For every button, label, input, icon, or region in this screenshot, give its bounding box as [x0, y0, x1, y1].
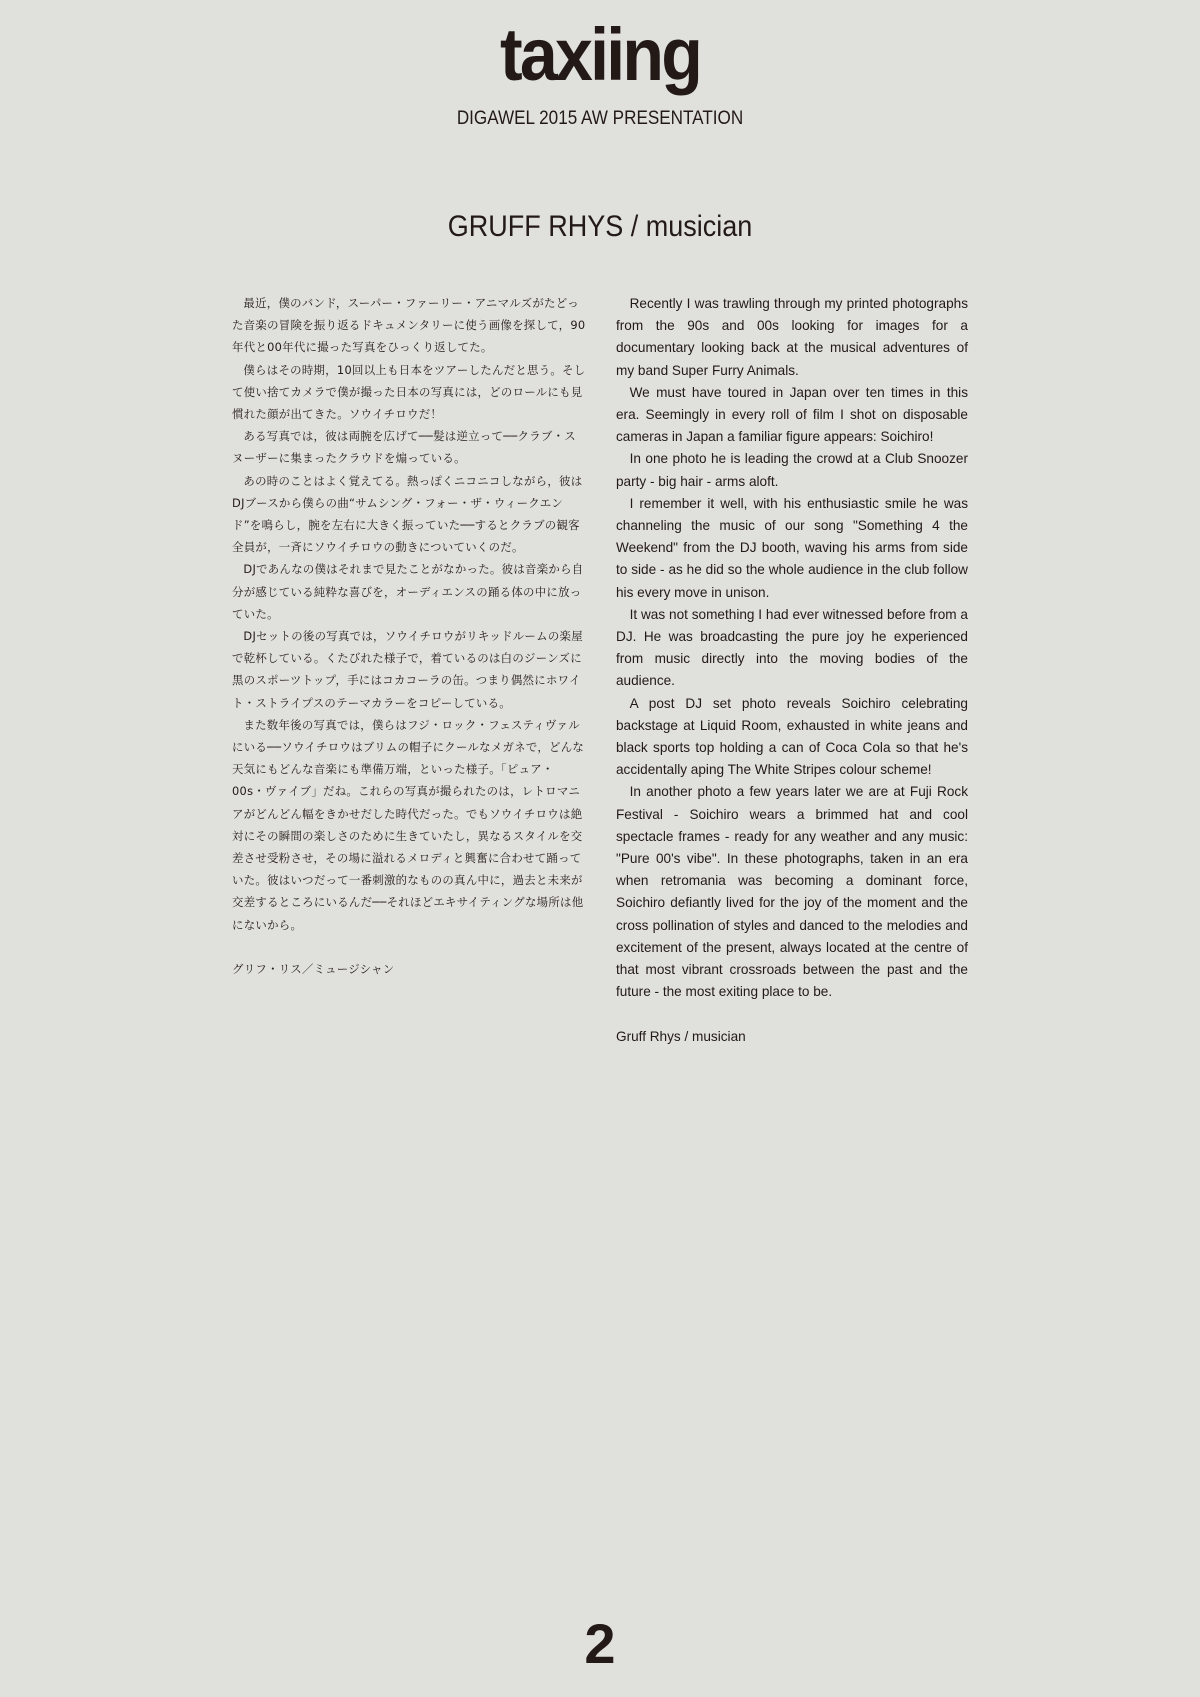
en-paragraph: Recently I was trawling through my printed photographs from the 90s and 00s looking for images for a documentary looking back at the musical adventures of my band Super Furry Animals.: [616, 296, 968, 378]
article-heading: GRUFF RHYS / musician: [447, 210, 753, 243]
jp-paragraph: DJであんなの僕はそれまで見たことがなかった。彼は音楽から自分が感じている純粋な喜びを，オーディエンスの踊る体の中に放っていた。: [232, 562, 584, 621]
en-paragraph: It was not something I had ever witnessed before from a DJ. He was broadcasting the pure joy he experienced from music directly into the moving bodies of the audience.: [616, 606, 968, 689]
jp-paragraph: ある写真では，彼は両腕を広げて──髪は逆立って──クラブ・スヌーザーに集まったクラウドを煽っている。: [232, 429, 576, 466]
en-paragraph: I remember it well, with his enthusiastic smile he was channeling the music of our song "Something 4 the Weekend" from the DJ booth, waving his arms from side to side - as he did so the whole audience in the club follow his every move in unison.: [616, 495, 968, 600]
jp-paragraph: あの時のことはよく覚えてる。熱っぽくニコニコしながら，彼はDJブースから僕らの曲“サムシング・フォー・ザ・ウィークエンド”を鳴らし，腕を左右に大きく振っていた──するとクラブの観客全員が，一斉にソウイチロウの動きについていくのだ。: [232, 473, 583, 555]
jp-paragraph: また数年後の写真では，僕らはフジ・ロック・フェスティヴァルにいる──ソウイチロウはブリムの帽子にクールなメガネで，どんな天気にもどんな音楽にも準備万端，といった様子。「ピュア・00s・ヴァイブ」だね。これらの写真が撮られたのは，レトロマニアがどんどん幅をきかせだした時代だった。でもソウイチロウは絶対にその瞬間の楽しさのために生きていたし，異なるスタイルを交差させ受粉させ，その場に溢れるメロディと興奮に合わせて踊っていた。彼はいつだって一番刺激的なものの真ん中に，過去と未来が交差するところにいるんだ──それほどエキサイティングな場所は他にないから。: [232, 717, 585, 932]
page-number: 2: [584, 1612, 616, 1675]
jp-paragraph: 最近，僕のバンド，スーパー・ファーリー・アニマルズがたどった音楽の冒険を振り返るドキュメンタリーに使う画像を探して，90年代と00年代に撮った写真をひっくり返してた。: [232, 296, 586, 355]
jp-paragraph: 僕らはその時期，10回以上も日本をツアーしたんだと思う。そして使い捨てカメラで僕が撮った日本の写真には，どのロールにも見慣れた顔が出てきた。ソウイチロウだ！: [232, 362, 586, 422]
presentation-subtitle: DIGAWEL 2015 AW PRESENTATION: [456, 108, 744, 129]
en-paragraph: In another photo a few years later we are at Fuji Rock Festival - Soichiro wears a brimmed hat and cool spectacle frames - ready for any weather and any music: "Pure 00's vibe". In these photographs, taken in an era when retromania was becoming a dominant force, Soichiro defiantly lived for the joy of the moment and the cross pollination of styles and danced to the melodies and excitement of the present, always located at the centre of that most vibrant crossroads between the past and the future - the most exiting place to be.: [616, 784, 968, 1000]
jp-paragraph: DJセットの後の写真では，ソウイチロウがリキッドルームの楽屋で乾杯している。くたびれた様子で，着ているのは白のジーンズに黒のスポーツトップ，手にはコカコーラの缶。つまり偶然にホワイト・ストライプスのテーマカラーをコピーしている。: [232, 629, 583, 710]
taxiing-logo: taxiing: [499, 13, 701, 96]
jp-signature: グリフ・リス／ミュージシャン: [232, 961, 395, 976]
english-column: [616, 293, 968, 1048]
en-paragraph: In one photo he is leading the crowd at a Club Snoozer party - big hair - arms aloft.: [616, 451, 968, 489]
en-signature: Gruff Rhys / musician: [616, 1028, 746, 1044]
japanese-column: [232, 292, 586, 980]
en-paragraph: We must have toured in Japan over ten times in this era. Seemingly in every roll of film I shot on disposable cameras in Japan a familiar figure appears: Soichiro!: [616, 384, 968, 445]
en-paragraph: A post DJ set photo reveals Soichiro celebrating backstage at Liquid Room, exhausted in white jeans and black sports top holding a can of Coca Cola so that he's accidentally aping The White Stripes colour scheme!: [616, 695, 968, 778]
